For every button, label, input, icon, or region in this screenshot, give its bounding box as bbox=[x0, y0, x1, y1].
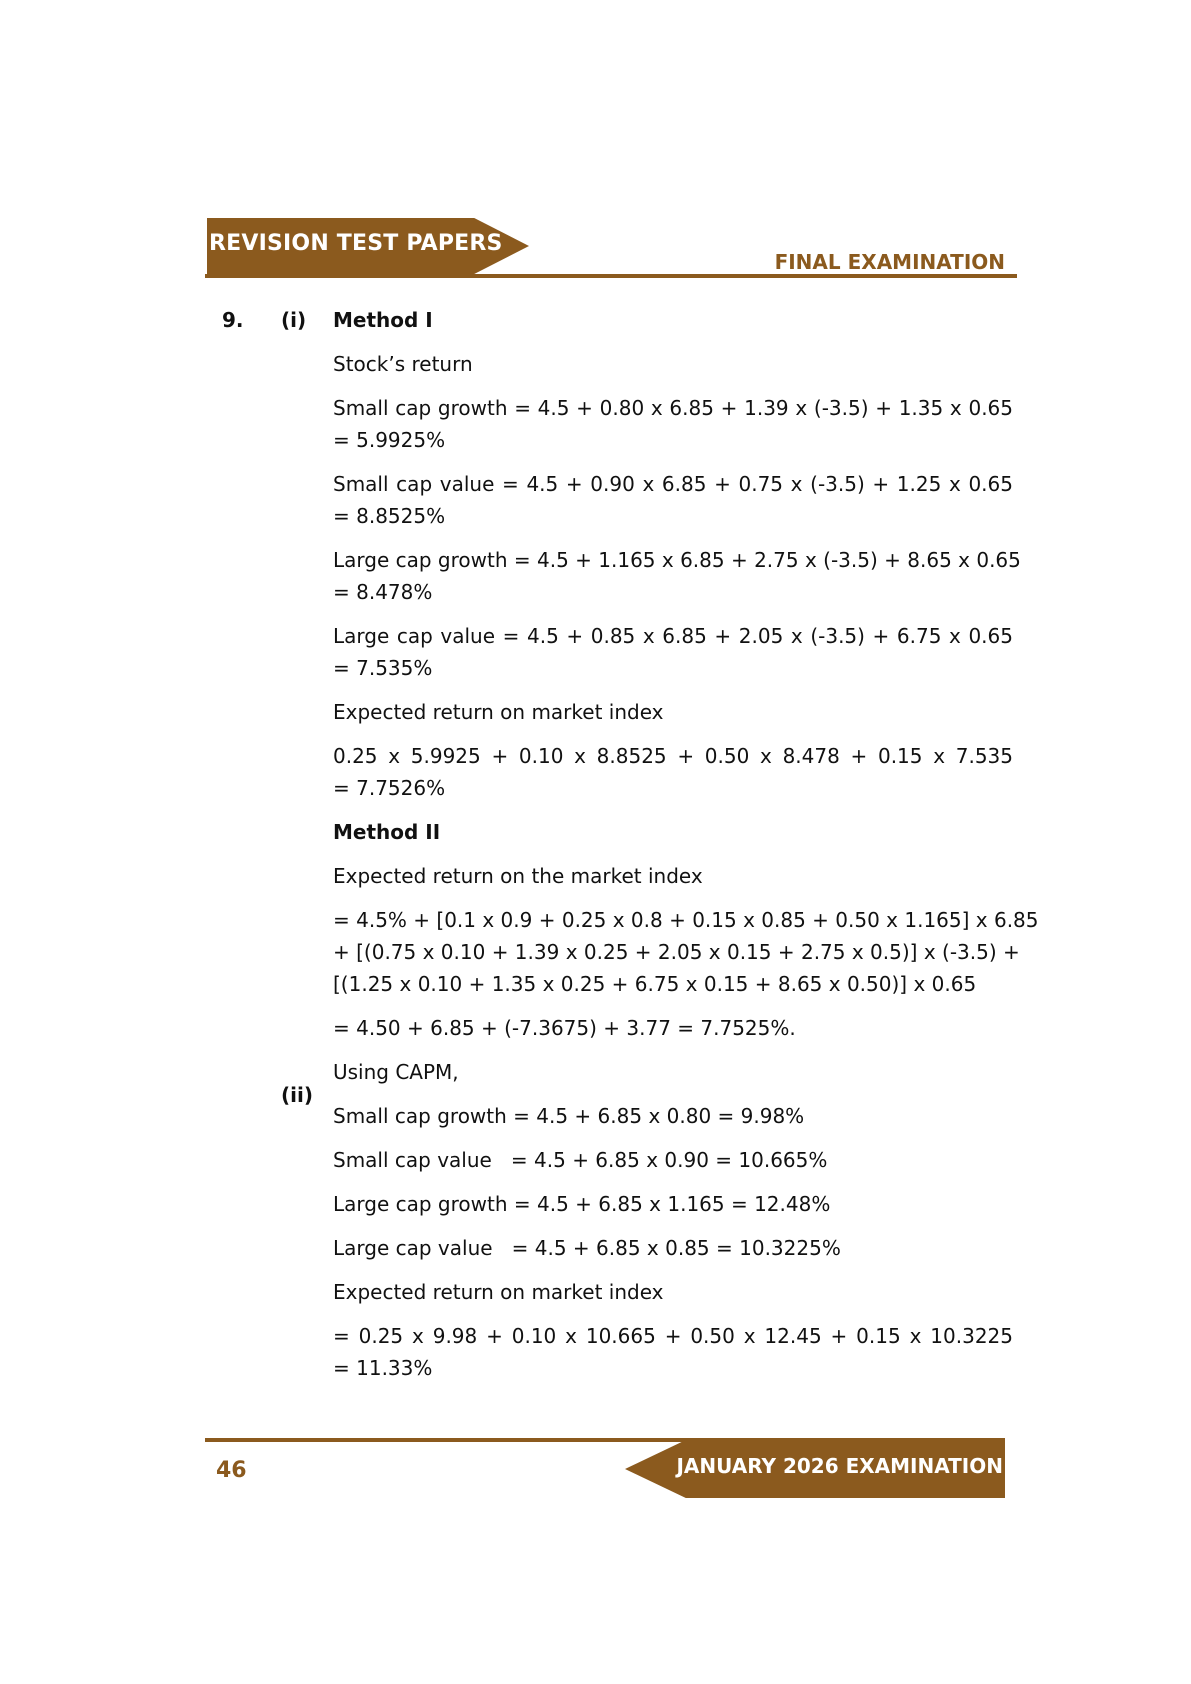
equation-line: [(1.25 x 0.10 + 1.35 x 0.25 + 6.75 x 0.15 + 8.65 x 0.50)] x 0.65 bbox=[333, 972, 977, 996]
method-i-small-cap-growth bbox=[333, 392, 1013, 456]
page-number: 46 bbox=[216, 1458, 247, 1483]
equation-line: Small cap growth = 4.5 + 0.80 x 6.85 + 1.39 x (-3.5) + 1.35 x 0.65 bbox=[333, 396, 1013, 420]
question-number: 9. bbox=[222, 308, 244, 332]
answer-body bbox=[333, 304, 1039, 1396]
capm-expected-calc bbox=[333, 1320, 1013, 1384]
header-divider bbox=[205, 274, 1017, 278]
footer-exam-title: JANUARY 2026 EXAMINATION bbox=[676, 1454, 1003, 1478]
method-i-heading: Method I bbox=[333, 308, 433, 332]
capm-expected-label: Expected return on market index bbox=[333, 1280, 664, 1304]
capm-small-cap-value: Small cap value = 4.5 + 6.85 x 0.90 = 10.665% bbox=[333, 1148, 828, 1172]
capm-intro: Using CAPM, bbox=[333, 1060, 459, 1084]
method-i-expected-calc bbox=[333, 740, 1013, 804]
equation-result: = 5.9925% bbox=[333, 428, 446, 452]
part-ii-label: (ii) bbox=[281, 1083, 313, 1107]
capm-large-cap-growth: Large cap growth = 4.5 + 6.85 x 1.165 = 12.48% bbox=[333, 1192, 831, 1216]
equation-line: Large cap value = 4.5 + 0.85 x 6.85 + 2.05 x (-3.5) + 6.75 x 0.65 bbox=[333, 624, 1013, 648]
equation-line: Large cap growth = 4.5 + 1.165 x 6.85 + 2.75 x (-3.5) + 8.65 x 0.65 bbox=[333, 548, 1021, 572]
equation-line: = 4.5% + [0.1 x 0.9 + 0.25 x 0.8 + 0.15 x 0.85 + 0.50 x 1.165] x 6.85 bbox=[333, 908, 1039, 932]
capm-small-cap-growth: Small cap growth = 4.5 + 6.85 x 0.80 = 9.98% bbox=[333, 1104, 805, 1128]
method-i-small-cap-value bbox=[333, 468, 1013, 532]
method-ii-result: = 4.50 + 6.85 + (-7.3675) + 3.77 = 7.7525%. bbox=[333, 1016, 796, 1040]
method-i-large-cap-value bbox=[333, 620, 1013, 684]
equation-result: = 7.7526% bbox=[333, 776, 446, 800]
part-i-label: (i) bbox=[281, 308, 307, 332]
method-i-large-cap-growth bbox=[333, 544, 1021, 608]
method-ii-heading: Method II bbox=[333, 820, 441, 844]
equation-line: + [(0.75 x 0.10 + 1.39 x 0.25 + 2.05 x 0.15 + 2.75 x 0.5)] x (-3.5) + bbox=[333, 940, 1020, 964]
header-left-title: REVISION TEST PAPERS bbox=[209, 231, 503, 256]
stock-return-label: Stock’s return bbox=[333, 352, 473, 376]
equation-result: = 8.8525% bbox=[333, 504, 446, 528]
equation-line: Small cap value = 4.5 + 0.90 x 6.85 + 0.75 x (-3.5) + 1.25 x 0.65 bbox=[333, 472, 1013, 496]
capm-large-cap-value: Large cap value = 4.5 + 6.85 x 0.85 = 10.3225% bbox=[333, 1236, 841, 1260]
equation-result: = 8.478% bbox=[333, 580, 433, 604]
header-right-title: FINAL EXAMINATION bbox=[774, 250, 1005, 274]
equation-line: = 0.25 x 9.98 + 0.10 x 10.665 + 0.50 x 12.45 + 0.15 x 10.3225 bbox=[333, 1324, 1013, 1348]
footer-divider bbox=[205, 1438, 605, 1442]
method-i-expected-label: Expected return on market index bbox=[333, 700, 664, 724]
equation-result: = 11.33% bbox=[333, 1356, 433, 1380]
equation-line: 0.25 x 5.9925 + 0.10 x 8.8525 + 0.50 x 8.478 + 0.15 x 7.535 bbox=[333, 744, 1013, 768]
method-ii-calc bbox=[333, 904, 1039, 1000]
equation-result: = 7.535% bbox=[333, 656, 433, 680]
method-ii-expected-label: Expected return on the market index bbox=[333, 864, 703, 888]
